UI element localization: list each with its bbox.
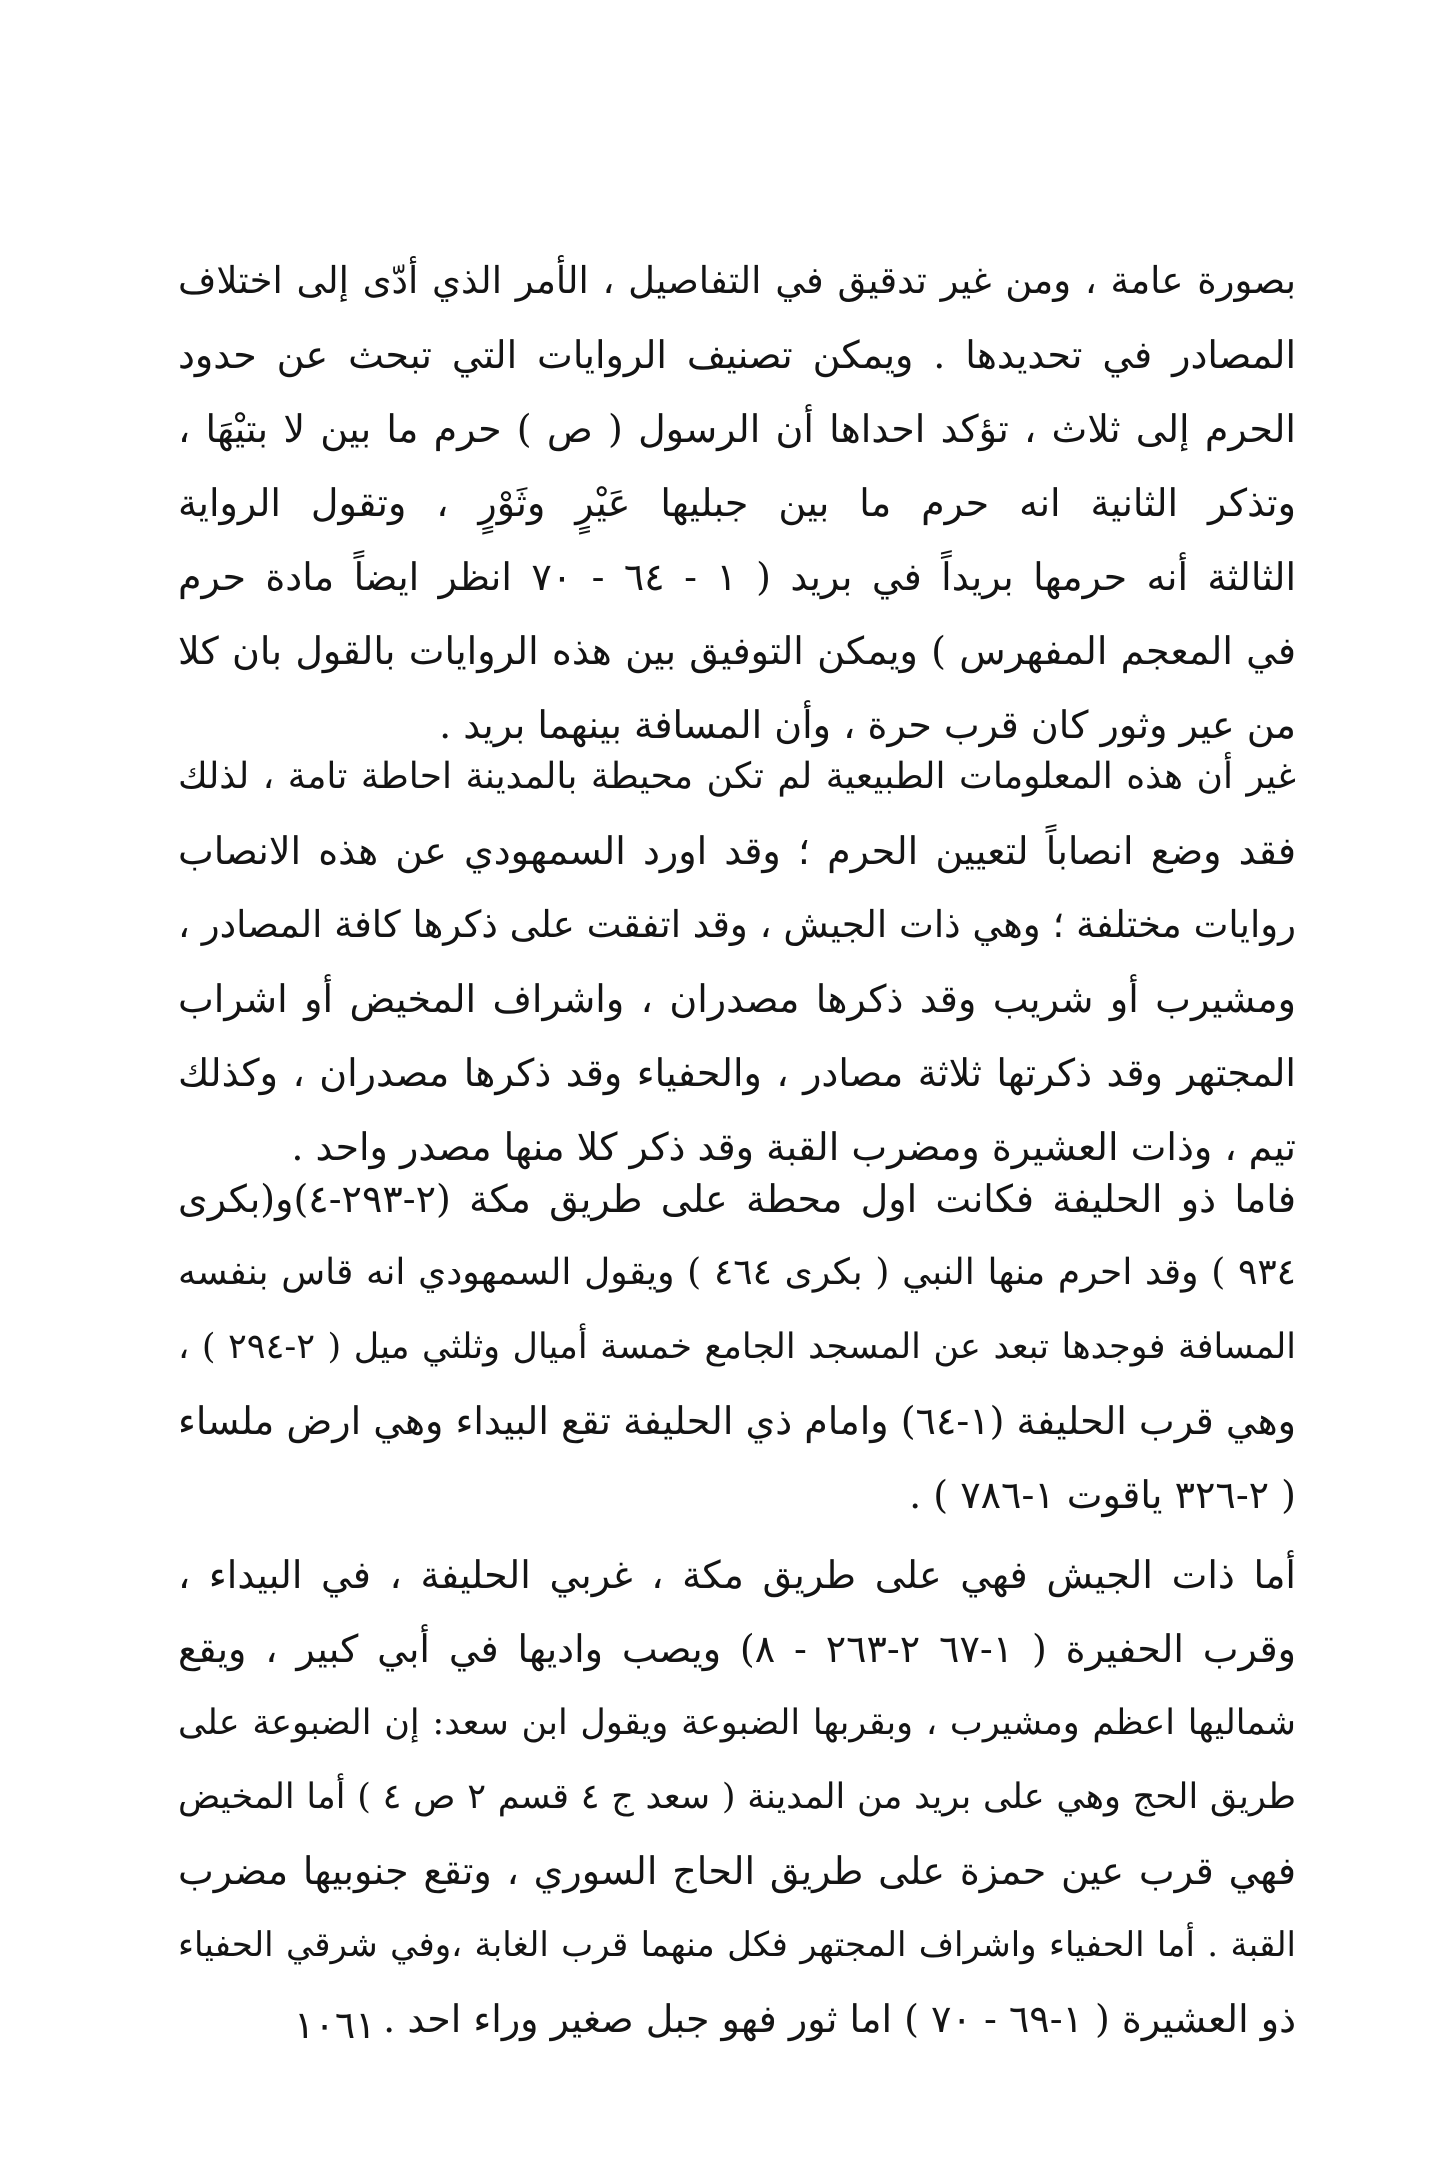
text-line: غير أن هذه المعلومات الطبيعية لم تكن محيطة بالمدينة احاطة تامة ، لذلك: [178, 756, 1296, 797]
paragraph-4: [178, 1538, 1296, 2056]
text-line: تيم ، وذات العشيرة ومضرب القبة وقد ذكر كلا منها مصدر واحد .: [291, 1125, 1296, 1169]
text-line: من عير وثور كان قرب حرة ، وأن المسافة بينهما بريد .: [439, 703, 1296, 747]
text-line: الثالثة أنه حرمها بريداً في بريد ( ١ - ٦٤ - ٧٠ انظر ايضاً مادة حرم: [178, 555, 1297, 599]
text-line: طريق الحج وهي على بريد من المدينة ( سعد ج ٤ قسم ٢ ص ٤ ) أما المخيض: [178, 1777, 1296, 1817]
text-line: المصادر في تحديدها . ويمكن تصنيف الروايات التي تبحث عن حدود: [178, 333, 1296, 377]
text-line: في المعجم المفهرس ) ويمكن التوفيق بين هذه الروايات بالقول بان كلا: [178, 629, 1296, 673]
text-line: وهي قرب الحليفة (١-٦٤) وامام ذي الحليفة تقع البيداء وهي ارض ملساء: [178, 1399, 1296, 1443]
paragraph-3: [178, 1162, 1296, 1532]
text-line: الحرم إلى ثلاث ، تؤكد احداها أن الرسول ( ص ) حرم ما بين لا بتيْهَا ،: [178, 407, 1296, 451]
text-line: القبة . أما الحفياء واشراف المجتهر فكل منهما قرب الغابة ،وفي شرقي الحفياء: [178, 1925, 1296, 1965]
text-line: بصورة عامة ، ومن غير تدقيق في التفاصيل ، الأمر الذي أدّى إلى اختلاف: [178, 259, 1296, 302]
paragraph-2: [178, 740, 1296, 1184]
text-line: ذو العشيرة ( ١-٦٩ - ٧٠ ) اما ثور فهو جبل صغير وراء احد .: [383, 1997, 1296, 2041]
page-number: ١٠٦١: [294, 2003, 376, 2047]
text-line: المسافة فوجدها تبعد عن المسجد الجامع خمسة أميال وثلثي ميل ( ٢-٢٩٤ ) ،: [178, 1327, 1296, 1367]
text-line: ومشيرب أو شريب وقد ذكرها مصدران ، واشراف المخيض أو اشراب: [178, 977, 1296, 1021]
text-line: فاما ذو الحليفة فكانت اول محطة على طريق مكة (٢-٢٩٣-٤)و(بكرى: [178, 1177, 1296, 1221]
text-line: فهي قرب عين حمزة على طريق الحاج السوري ، وتقع جنوبيها مضرب: [178, 1849, 1296, 1893]
text-line: شماليها اعظم ومشيرب ، وبقربها الضبوعة ويقول ابن سعد: إن الضبوعة على: [178, 1703, 1296, 1743]
text-line: المجتهر وقد ذكرتها ثلاثة مصادر ، والحفياء وقد ذكرها مصدران ، وكذلك: [178, 1051, 1296, 1095]
text-line: وقرب الحفيرة ( ١-٦٧ ٢-٢٦٣ - ٨) ويصب واديها في أبي كبير ، ويقع: [178, 1627, 1296, 1671]
text-line: ٩٣٤ ) وقد احرم منها النبي ( بكرى ٤٦٤ ) ويقول السمهودي انه قاس بنفسه: [178, 1252, 1297, 1293]
text-line: فقد وضع انصاباً لتعيين الحرم ؛ وقد اورد السمهودي عن هذه الانصاب: [178, 829, 1296, 873]
text-line: وتذكر الثانية انه حرم ما بين جبليها عَيْرٍ وثَوْرٍ ، وتقول الرواية: [178, 481, 1296, 525]
text-line: ( ٢-٣٢٦ ياقوت ١-٧٨٦ ) .: [909, 1473, 1296, 1517]
text-line: أما ذات الجيش فهي على طريق مكة ، غربي الحليفة ، في البيداء ،: [178, 1553, 1296, 1597]
paragraph-1: [178, 244, 1296, 762]
text-line: روايات مختلفة ؛ وهي ذات الجيش ، وقد اتفقت على ذكرها كافة المصادر ،: [178, 903, 1296, 946]
